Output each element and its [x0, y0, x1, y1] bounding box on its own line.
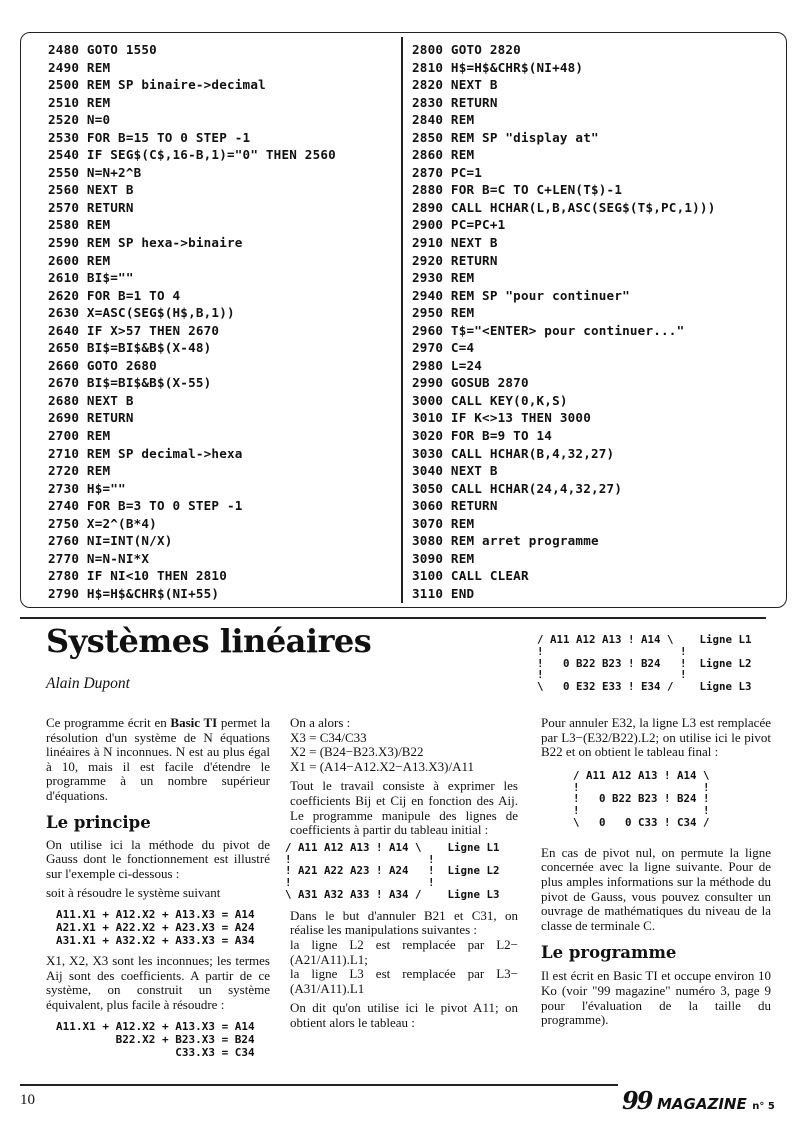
- code-line: 2960 T$="<ENTER> pour continuer...": [412, 322, 685, 338]
- footer-rule: [20, 1084, 618, 1086]
- system-intro: soit à résoudre le système suivant: [46, 885, 221, 901]
- pivot-paragraph: On dit qu'on utilise ici le pivot A11; on obtient alors le tableau :: [290, 1000, 518, 1030]
- code-line: 2950 REM: [412, 305, 475, 321]
- code-line: 3100 CALL CLEAR: [412, 568, 529, 584]
- article-title: Systèmes linéaires: [46, 622, 372, 660]
- x2-equation: X2 = (B24−B23.X3)/B22: [290, 744, 424, 760]
- code-line: 2600 REM: [48, 252, 111, 268]
- code-line: 2510 REM: [48, 94, 111, 110]
- heading-principe: Le principe: [46, 812, 151, 832]
- code-line: 2970 C=4: [412, 340, 475, 356]
- code-line: 2520 N=0: [48, 112, 111, 128]
- code-line: 3070 REM: [412, 515, 475, 531]
- code-line: 2840 REM: [412, 112, 475, 128]
- code-line: 2830 RETURN: [412, 94, 498, 110]
- code-line: 3010 IF K<>13 THEN 3000: [412, 410, 591, 426]
- code-line: 2490 REM: [48, 59, 111, 75]
- code-line: 2680 NEXT B: [48, 392, 134, 408]
- code-line: 2740 FOR B=3 TO 0 STEP -1: [48, 498, 243, 514]
- l2-replacement: la ligne L2 est remplacée par L2−(A21/A11).L1;: [290, 936, 518, 967]
- code-line: 3040 NEXT B: [412, 463, 498, 479]
- intro-paragraph: Ce programme écrit en Basic TI permet la résolution d'un système de N équations linéaires à N inconnues. N est au plus égal à 10, mais il est facile d'étendre le programme à un nombre supérieur d'équations.: [46, 715, 270, 803]
- code-line: 2580 REM: [48, 217, 111, 233]
- code-line: 3080 REM arret programme: [412, 533, 599, 549]
- pivot-nul-paragraph: En cas de pivot nul, on permute la ligne concernée avec la ligne suivante. Pour de plus amples informations sur la méthode du pivot de Gauss, vous pouvez consulter un ouvrage de mathématiques du niveau de la classe de terminale C.: [541, 844, 771, 933]
- article-author: Alain Dupont: [46, 675, 130, 692]
- travail-paragraph: Tout le travail consiste à exprimer les coefficients Bij et Cij en fonction des Aij. Le programme manipule des lignes de coefficients à partir du tableau initial :: [290, 778, 518, 838]
- code-line: 2780 IF NI<10 THEN 2810: [48, 568, 227, 584]
- intermediate-matrix-table: / A11 A12 A13 ! A14 \ Ligne L1 ! ! ! 0 B22 B23 ! B24 ! Ligne L2 ! ! \ 0 E32 E33 ! E34 / Ligne L3: [537, 633, 752, 694]
- code-line: 2500 REM SP binaire->decimal: [48, 77, 266, 93]
- code-line: 2770 N=N-NI*X: [48, 550, 150, 566]
- final-matrix-table: / A11 A12 A13 ! A14 \ ! ! ! 0 B22 B23 ! B24 ! ! ! \ 0 0 C33 ! C34 /: [573, 768, 710, 829]
- code-line: 2940 REM SP "pour continuer": [412, 287, 630, 303]
- logo-99: 99: [622, 1086, 652, 1115]
- annuler-e32-paragraph: Pour annuler E32, la ligne L3 est remplacée par L3−(E32/B22).L2; on utilise ici le pivot B22 et on obtient le tableau final :: [541, 714, 771, 760]
- code-line: 2850 REM SP "display at": [412, 129, 599, 145]
- article-column-3: [537, 633, 771, 1028]
- code-line: 2980 L=24: [412, 357, 483, 373]
- article-column-1: [46, 716, 270, 1059]
- code-line: 2590 REM SP hexa->binaire: [48, 235, 243, 251]
- code-line: 2890 CALL HCHAR(L,B,ASC(SEG$(T$,PC,1))): [412, 199, 716, 215]
- code-line: 2650 BI$=BI$&B$(X-48): [48, 340, 212, 356]
- code-line: 2480 GOTO 1550: [48, 42, 157, 57]
- article-column-2: [285, 715, 518, 1030]
- code-line: 2690 RETURN: [48, 410, 134, 426]
- annuler-paragraph: Dans le but d'annuler B21 et C31, on réalise les manipulations suivantes :: [290, 907, 518, 938]
- code-line: 2900 PC=PC+1: [412, 217, 506, 233]
- code-line: 2760 NI=INT(N/X): [48, 533, 173, 549]
- logo-issue: n° 5: [752, 1101, 775, 1112]
- code-line: 2860 REM: [412, 147, 475, 163]
- code-listing-box: [20, 32, 787, 608]
- code-line: 2910 NEXT B: [412, 235, 498, 251]
- code-line: 2530 FOR B=15 TO 0 STEP -1: [48, 129, 251, 145]
- heading-programme: Le programme: [541, 943, 677, 963]
- equivalent-system: A11.X1 + A12.X2 + A13.X3 = A14 B22.X2 + B23.X3 = B24 C33.X3 = C34: [56, 1020, 255, 1060]
- system-equations: A11.X1 + A12.X2 + A13.X3 = A14 A21.X1 + A22.X2 + A23.X3 = A24 A31.X1 + A32.X2 + A33.X3 = A34: [56, 907, 255, 947]
- code-line: 2570 RETURN: [48, 199, 134, 215]
- section-separator: [20, 617, 766, 619]
- code-line: 2620 FOR B=1 TO 4: [48, 287, 181, 303]
- code-line: 2550 N=N+2^B: [48, 164, 142, 180]
- code-line: 2660 GOTO 2680: [48, 357, 157, 373]
- code-line: 2930 REM: [412, 270, 475, 286]
- programme-paragraph: Il est écrit en Basic TI et occupe environ 10 Ko (voir "99 magazine" numéro 3, page 9 pour l'évaluation de la taille du programme).: [541, 968, 771, 1028]
- code-line: 2560 NEXT B: [48, 182, 134, 198]
- code-line: 2820 NEXT B: [412, 77, 498, 93]
- code-line: 2790 H$=H$&CHR$(NI+55): [48, 585, 220, 601]
- code-line: 2710 REM SP decimal->hexa: [48, 445, 243, 461]
- code-line: 3000 CALL KEY(0,K,S): [412, 392, 568, 408]
- code-line: 2670 BI$=BI$&B$(X-55): [48, 375, 212, 391]
- code-line: 2810 H$=H$&CHR$(NI+48): [412, 59, 584, 75]
- code-line: 3020 FOR B=9 TO 14: [412, 428, 553, 444]
- l3-replacement: la ligne L3 est remplacée par L3−(A31/A11).L1: [290, 966, 518, 996]
- code-column-left: [48, 41, 336, 603]
- inconnues-paragraph: X1, X2, X3 sont les inconnues; les termes Aij sont des coefficients. A partir de ce système, on construit un système équivalent, plus facile à résoudre :: [46, 952, 270, 1012]
- code-line: 3060 RETURN: [412, 498, 498, 514]
- code-line: 2640 IF X>57 THEN 2670: [48, 322, 220, 338]
- code-line: 2730 H$="": [48, 480, 126, 496]
- magazine-logo: [622, 1086, 775, 1115]
- code-line: 2880 FOR B=C TO C+LEN(T$)-1: [412, 182, 623, 198]
- code-line: 2630 X=ASC(SEG$(H$,B,1)): [48, 305, 235, 321]
- on-a-alors: On a alors :: [290, 715, 351, 730]
- code-line: 2920 RETURN: [412, 252, 498, 268]
- code-line: 3050 CALL HCHAR(24,4,32,27): [412, 480, 623, 496]
- page-number: 10: [20, 1092, 35, 1108]
- code-line: 2800 GOTO 2820: [412, 42, 521, 57]
- code-line: 2750 X=2^(B*4): [48, 515, 157, 531]
- x1-equation: X1 = (A14−A12.X2−A13.X3)/A11: [290, 758, 474, 774]
- code-line: 2870 PC=1: [412, 164, 483, 180]
- code-line: 2610 BI$="": [48, 270, 134, 286]
- column-divider: [401, 37, 403, 603]
- logo-magazine: MAGAZINE: [656, 1095, 747, 1113]
- code-line: 3110 END: [412, 585, 475, 601]
- initial-matrix-table: / A11 A12 A13 ! A14 \ Ligne L1 ! ! ! A21 A22 A23 ! A24 ! Ligne L2 ! ! \ A31 A32 A33 ! A34 / Ligne L3: [285, 840, 500, 901]
- code-line: 2540 IF SEG$(C$,16-B,1)="0" THEN 2560: [48, 147, 336, 163]
- code-line: 3030 CALL HCHAR(B,4,32,27): [412, 445, 615, 461]
- principe-paragraph: On utilise ici la méthode du pivot de Gauss dont le fonctionnement est illustré sur l'exemple ci-dessous :: [46, 836, 270, 881]
- code-line: 2990 GOSUB 2870: [412, 375, 529, 391]
- x3-equation: X3 = C34/C33: [290, 729, 367, 745]
- code-line: 2700 REM: [48, 428, 111, 444]
- code-line: 3090 REM: [412, 550, 475, 566]
- code-line: 2720 REM: [48, 463, 111, 479]
- code-column-right: [412, 41, 716, 603]
